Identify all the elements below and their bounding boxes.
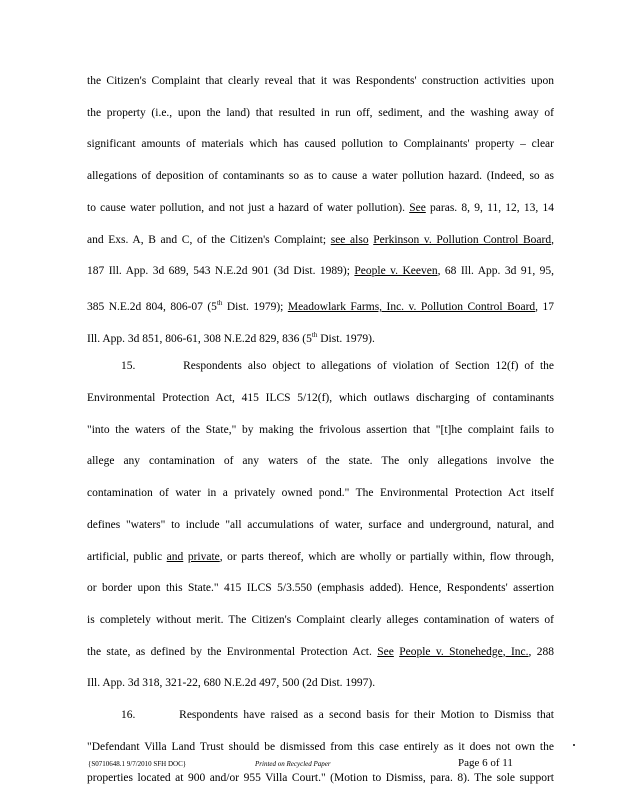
text-fragment: Ill. App. 3d 851, 806-61, 308 N.E.2d 829, 836 (5 bbox=[87, 332, 312, 345]
case-citation: Perkinson v. Pollution Control Board, bbox=[373, 233, 554, 246]
footer-recycled-note: Printed on Recycled Paper bbox=[255, 760, 331, 768]
text-line: the Citizen's Complaint that clearly reveal that it was Respondents' construction activities upon bbox=[87, 75, 554, 87]
text-fragment: paras. 8, 9, 11, 12, 13, 14 bbox=[430, 201, 555, 214]
text-line: contamination of water in a privately owned pond." The Environmental Protection Act itself bbox=[87, 487, 554, 500]
text-line bbox=[87, 263, 554, 279]
text-line: Ill. App. 3d 318, 321-22, 680 N.E.2d 497, 500 (2d Dist. 1997). bbox=[87, 677, 376, 690]
citation-signal: see also bbox=[330, 233, 369, 246]
text-line bbox=[87, 358, 554, 374]
text-fragment: Respondents also object to allegations of violation of Section 12(f) of the bbox=[183, 360, 555, 373]
text-line: the property (i.e., upon the land) that resulted in run off, sediment, and the washing away of bbox=[87, 106, 554, 119]
citation-signal: See bbox=[377, 645, 394, 658]
paragraph-number: 16. bbox=[121, 709, 136, 721]
footer-document-id: {S0710648.1 9/7/2010 SFH DOC} bbox=[88, 760, 187, 768]
text-fragment: and Exs. A, B and C, of the Citizen's Complaint; bbox=[87, 233, 327, 246]
text-line bbox=[87, 644, 554, 660]
text-line bbox=[87, 707, 554, 723]
case-citation: Meadowlark Farms, Inc. v. Pollution Control Board bbox=[287, 300, 536, 313]
superscript: th bbox=[311, 330, 318, 339]
text-fragment: to cause water pollution, and not just a hazard of water pollution). bbox=[87, 201, 405, 214]
case-citation: People v. Stonehedge, Inc. bbox=[399, 645, 529, 658]
text-fragment: Respondents have raised as a second basis for their Motion to Dismiss that bbox=[179, 709, 554, 721]
margin-mark bbox=[573, 744, 575, 746]
text-fragment: 187 Ill. App. 3d 689, 543 N.E.2d 901 (3d Dist. 1989); bbox=[87, 265, 350, 278]
text-line: defines "waters" to include "all accumulations of water, surface and underground, natural, and bbox=[87, 518, 554, 531]
text-line: allegations of deposition of contaminants so as to cause a water pollution hazard. (Indeed, so as bbox=[87, 170, 554, 183]
text-fragment: , or parts thereof, which are wholly or partially within, flow through, bbox=[219, 550, 554, 563]
text-line: allege any contamination of any waters of the state. The only allegations involve the bbox=[87, 455, 554, 468]
text-fragment: the state, as defined by the Environmental Protection Act. bbox=[87, 645, 372, 658]
text-line bbox=[87, 327, 554, 347]
text-fragment: artificial, public bbox=[87, 550, 163, 563]
text-line bbox=[87, 295, 554, 315]
text-line: or border upon this State." 415 ILCS 5/3.550 (emphasis added). Hence, Respondents' assertion bbox=[87, 582, 554, 595]
citation-signal: See bbox=[409, 201, 426, 214]
footer-page-number: Page 6 of 11 bbox=[458, 757, 513, 769]
superscript: th bbox=[216, 298, 223, 307]
emphasis: private bbox=[187, 550, 220, 563]
case-citation: People v. Keeven bbox=[354, 265, 438, 278]
text-fragment: 385 N.E.2d 804, 806-07 (5 bbox=[87, 300, 217, 313]
paragraph-number: 15. bbox=[121, 360, 136, 373]
text-line: "into the waters of the State," by making the frivolous assertion that "[t]he complaint fails to bbox=[87, 423, 554, 436]
text-fragment: , 288 bbox=[528, 645, 555, 658]
text-line: significant amounts of materials which has caused pollution to Complainants' property – clear bbox=[87, 138, 554, 151]
text-line: Environmental Protection Act, 415 ILCS 5/12(f), which outlaws discharging of contaminants bbox=[87, 392, 554, 404]
emphasis: and bbox=[166, 550, 184, 563]
text-line: properties located at 900 and/or 955 Villa Court." (Motion to Dismiss, para. 8). The sole support bbox=[87, 772, 554, 785]
text-fragment: , 17 bbox=[535, 300, 555, 313]
text-line: is completely without merit. The Citizen's Complaint clearly alleges contamination of waters of bbox=[87, 613, 554, 626]
text-line bbox=[87, 232, 554, 248]
text-line bbox=[87, 549, 554, 565]
text-fragment: Dist. 1979); bbox=[222, 300, 284, 313]
text-line bbox=[87, 200, 554, 216]
text-fragment: Dist. 1979). bbox=[317, 332, 375, 345]
text-fragment: , 68 Ill. App. 3d 91, 95, bbox=[437, 265, 555, 278]
text-line: "Defendant Villa Land Trust should be dismissed from this case entirely as it does not own the bbox=[87, 740, 554, 753]
